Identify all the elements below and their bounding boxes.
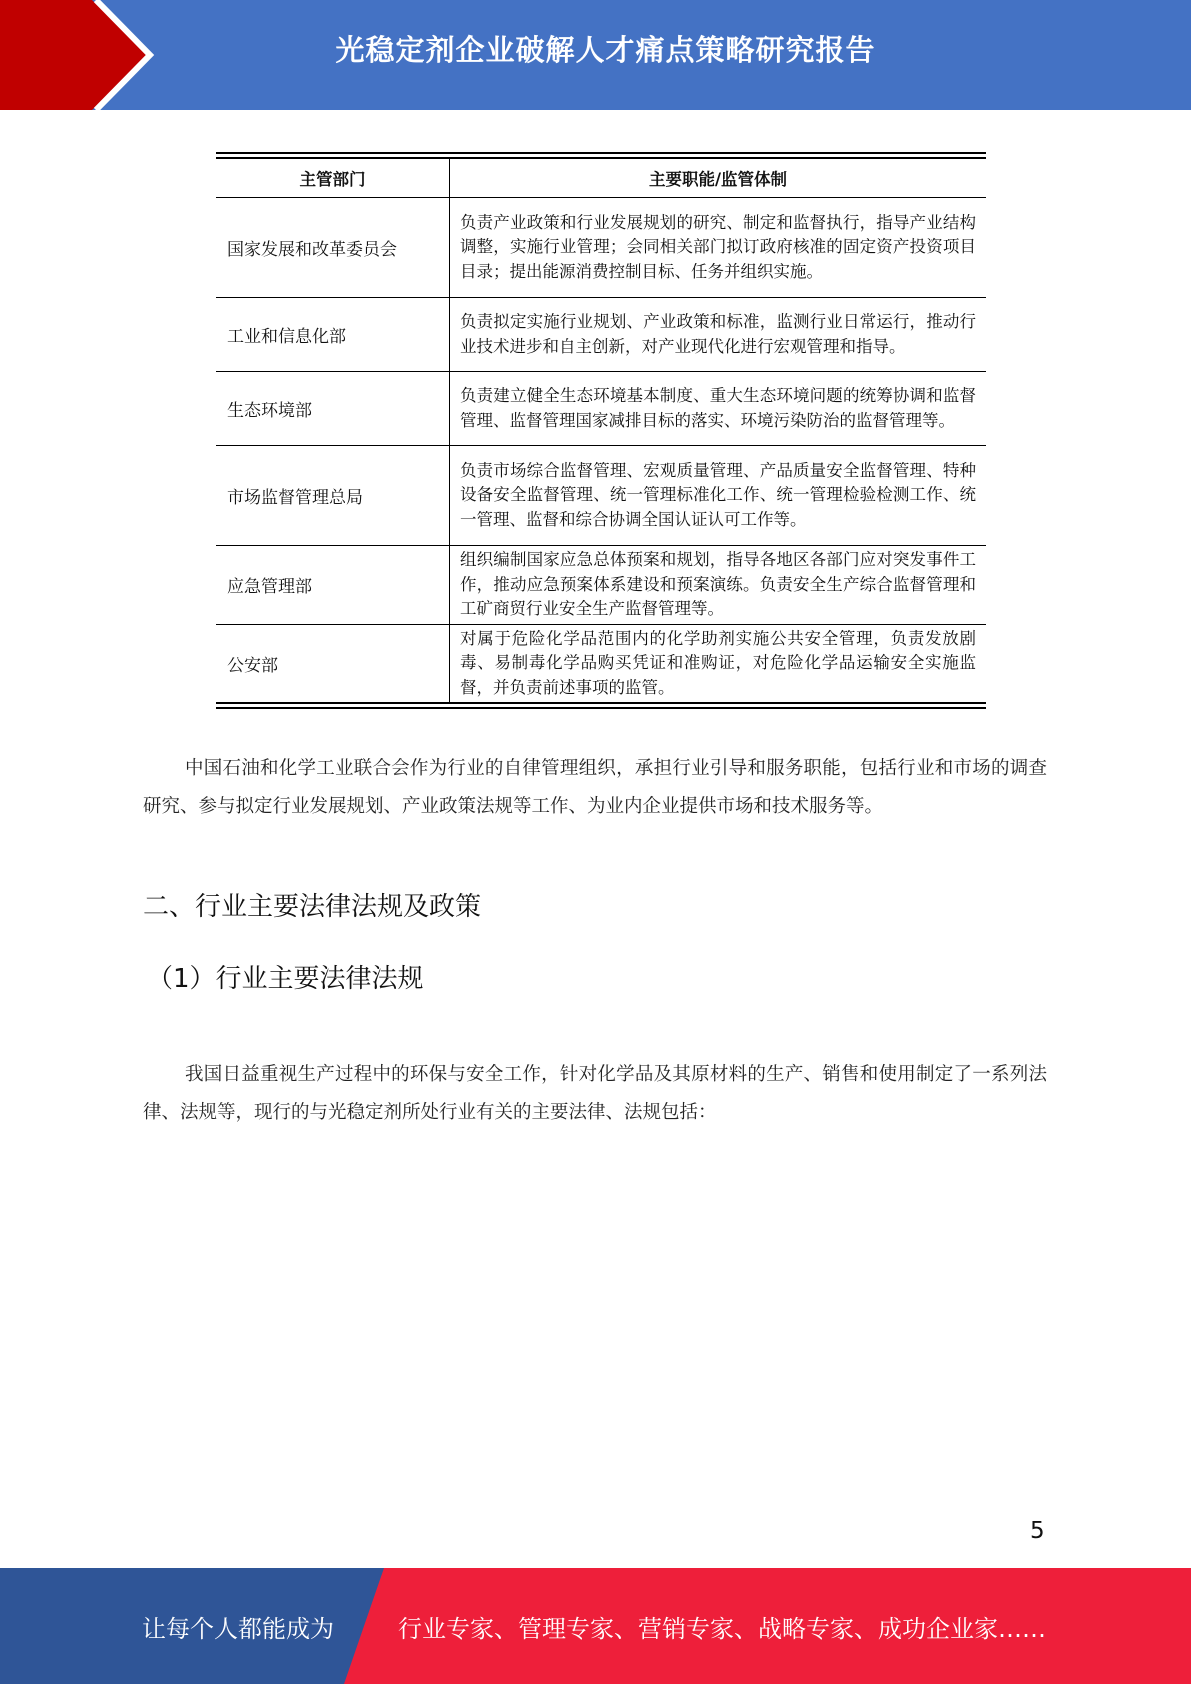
duty-cell: 负责拟定实施行业规划、产业政策和标准，监测行业日常运行，推动行业技术进步和自主创新，对产业现代化进行宏观管理和指导。 <box>450 298 987 372</box>
paragraph-laws-intro: 我国日益重视生产过程中的环保与安全工作，针对化学品及其原材料的生产、销售和使用制定了一系列法律、法规等，现行的与光稳定剂所处行业有关的主要法律、法规包括： <box>143 1064 1047 1123</box>
table-header-duty: 主要职能/监管体制 <box>450 159 987 198</box>
regulator-table <box>216 152 986 709</box>
table-row <box>216 198 986 298</box>
duty-cell: 负责产业政策和行业发展规划的研究、制定和监督执行，指导产业结构调整，实施行业管理；会同相关部门拟订政府核准的固定资产投资项目目录；提出能源消费控制目标、任务并组织实施。 <box>450 198 987 298</box>
table-row <box>216 372 986 446</box>
dept-cell: 生态环境部 <box>216 372 450 446</box>
table-row <box>216 298 986 372</box>
report-title: 光稳定剂企业破解人才痛点策略研究报告 <box>335 33 876 67</box>
duty-cell: 负责建立健全生态环境基本制度、重大生态环境问题的统筹协调和监督管理、监督管理国家减排目标的落实、环境污染防治的监督管理等。 <box>450 372 987 446</box>
table-row <box>216 546 986 625</box>
dept-cell: 公安部 <box>216 624 450 702</box>
dept-cell: 市场监督管理总局 <box>216 446 450 546</box>
subsection-heading: （1）行业主要法律法规 <box>147 964 424 994</box>
duty-cell: 组织编制国家应急总体预案和规划，指导各地区各部门应对突发事件工作，推动应急预案体系建设和预案演练。负责安全生产综合监督管理和工矿商贸行业安全生产监督管理等。 <box>450 546 987 625</box>
section-heading: 二、行业主要法律法规及政策 <box>143 892 482 922</box>
dept-cell: 应急管理部 <box>216 546 450 625</box>
dept-cell: 工业和信息化部 <box>216 298 450 372</box>
duty-cell: 负责市场综合监督管理、宏观质量管理、产品质量安全监督管理、特种设备安全监督管理、统一管理标准化工作、统一管理检验检测工作、统一管理、监督和综合协调全国认证认可工作等。 <box>450 446 987 546</box>
table-row <box>216 624 986 702</box>
duty-cell: 对属于危险化学品范围内的化学助剂实施公共安全管理，负责发放剧毒、易制毒化学品购买凭证和准购证，对危险化学品运输安全实施监督，并负责前述事项的监管。 <box>460 628 976 697</box>
paragraph-industry-association: 中国石油和化学工业联合会作为行业的自律管理组织，承担行业引导和服务职能，包括行业和市场的调查研究、参与拟定行业发展规划、产业政策法规等工作、为业内企业提供市场和技术服务等。 <box>143 758 1047 817</box>
footer-slogan-left: 让每个人都能成为 <box>142 1615 334 1643</box>
page-footer <box>0 1568 1191 1684</box>
page-header <box>0 0 1191 110</box>
footer-slogan-right: 行业专家、管理专家、营销专家、战略专家、成功企业家…… <box>398 1615 1046 1643</box>
dept-cell: 国家发展和改革委员会 <box>216 198 450 298</box>
table-header-row <box>216 159 986 198</box>
table-header-dept: 主管部门 <box>216 159 450 198</box>
page-number: 5 <box>1030 1518 1045 1544</box>
table-row <box>216 446 986 546</box>
